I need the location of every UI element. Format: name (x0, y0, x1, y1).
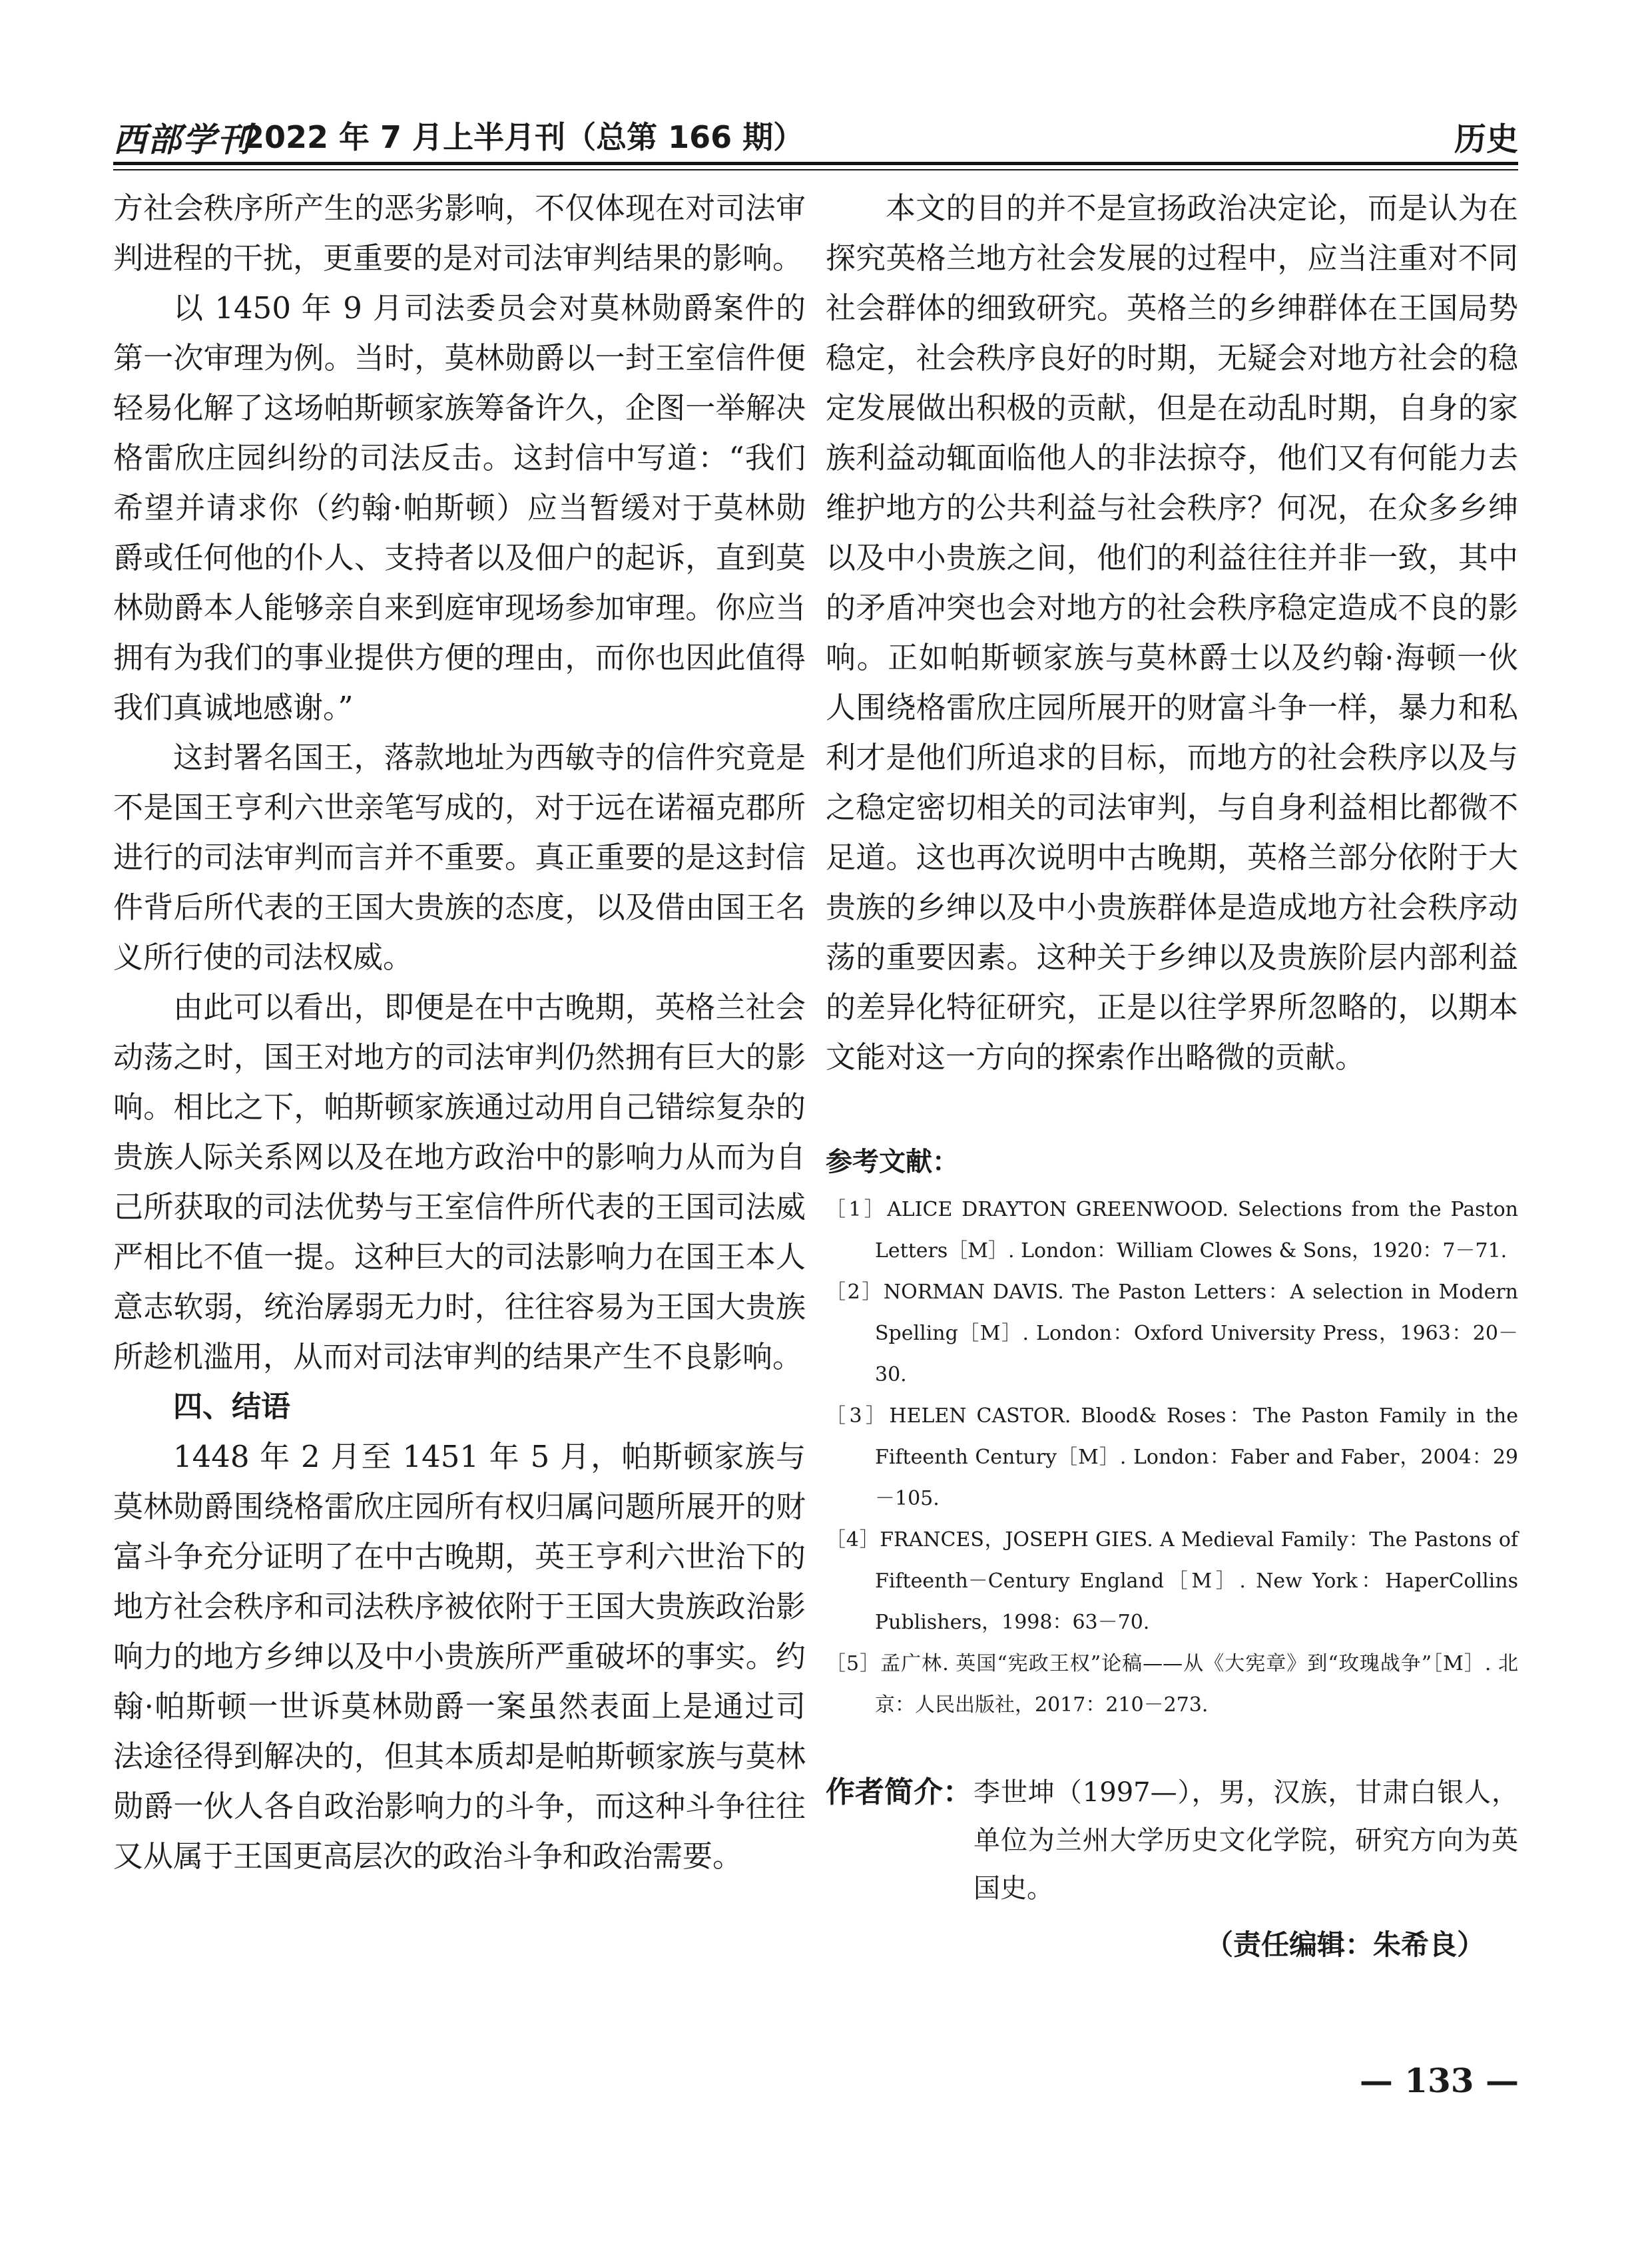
header-rule-thin (113, 169, 1518, 170)
reference-item: ［5］孟广林. 英国“宪政王权”论稿——从《大宪章》到“玫瑰战争”［M］. 北京：人民出版社，2017：210－273. (826, 1652, 1518, 1717)
page-number: — 133 — (1359, 2061, 1519, 2100)
body-paragraph: 本文的目的并不是宣扬政治决定论，而是认为在探究英格兰地方社会发展的过程中，应当注重对不同社会群体的细致研究。英格兰的乡绅群体在王国局势稳定，社会秩序良好的时期，无疑会对地方社会的稳定发展做出积极的贡献，但是在动乱时期，自身的家族利益动辄面临他人的非法掠夺，他们又有何能力去维护地方的公共利益与社会秩序？何况，在众多乡绅以及中小贵族之间，他们的利益往往并非一致，其中的矛盾冲突也会对地方的社会秩序稳定造成不良的影响。正如帕斯顿家族与莫林爵士以及约翰·海顿一伙人围绕格雷欣庄园所展开的财富斗争一样，暴力和私利才是他们所追求的目标，而地方的社会秩序以及与之稳定密切相关的司法审判，与自身利益相比都微不足道。这也再次说明中古晚期，英格兰部分依附于大贵族的乡绅以及中小贵族群体是造成地方社会秩序动荡的重要因素。这种关于乡绅以及贵族阶层内部利益的差异化特征研究，正是以往学界所忽略的，以期本文能对这一方向的探索作出略微的贡献。 (826, 190, 1518, 1075)
body-paragraph: 方社会秩序所产生的恶劣影响，不仅体现在对司法审判进程的干扰，更重要的是对司法审判结果的影响。 (113, 190, 806, 276)
page-header (113, 110, 1518, 160)
right-column (826, 183, 1518, 1963)
body-paragraph: 以 1450 年 9 月司法委员会对莫林勋爵案件的第一次审理为例。当时，莫林勋爵以一封王室信件便轻易化解了这场帕斯顿家族筹备许久，企图一举解决格雷欣庄园纠纷的司法反击。这封信中写道：“我们希望并请求你（约翰·帕斯顿）应当暂缓对于莫林勋爵或任何他的仆人、支持者以及佃户的起诉，直到莫林勋爵本人能够亲自来到庭审现场参加审理。你应当拥有为我们的事业提供方便的理由，而你也因此值得我们真诚地感谢。” (113, 290, 806, 725)
bio-text: 李世坤（1997—），男，汉族，甘肃白银人，单位为兰州大学历史文化学院，研究方向为英国史。 (973, 1777, 1518, 1904)
journal-logo: 西部学刊 (113, 120, 252, 159)
issue-info: 2022 年 7 月上半月刊（总第 166 期） (243, 119, 804, 155)
reference-item: ［3］HELEN CASTOR. Blood& Roses：The Paston Family in the Fifteenth Century［M］. London：Faber and Faber，2004：29－105. (826, 1404, 1518, 1510)
header-rule-thick (113, 162, 1518, 165)
reference-item: ［4］FRANCES，JOSEPH GIES. A Medieval Family：The Pastons of Fifteenth－Century England［M］. New York：HaperCollins Publishers，1998：63－70. (826, 1528, 1518, 1634)
responsible-editor: （责任编辑：朱希良） (1205, 1928, 1485, 1961)
section-heading: 四、结语 (173, 1390, 290, 1424)
conclusion-paragraph: 1448 年 2 月至 1451 年 5 月，帕斯顿家族与莫林勋爵围绕格雷欣庄园所有权归属问题所展开的财富斗争充分证明了在中古晚期，英王亨利六世治下的地方社会秩序和司法秩序被依附于王国大贵族政治影响力的地方乡绅以及中小贵族所严重破坏的事实。约翰·帕斯顿一世诉莫林勋爵一案虽然表面上是通过司法途径得到解决的，但其本质却是帕斯顿家族与莫林勋爵一伙人各自政治影响力的斗争，而这种斗争往往又从属于王国更高层次的政治斗争和政治需要。 (113, 1439, 806, 1874)
body-paragraph: 这封署名国王，落款地址为西敏寺的信件究竟是不是国王亨利六世亲笔写成的，对于远在诺福克郡所进行的司法审判而言并不重要。真正重要的是这封信件背后所代表的王国大贵族的态度，以及借由国王名义所行使的司法权威。 (113, 740, 806, 975)
body-paragraph: 由此可以看出，即便是在中古晚期，英格兰社会动荡之时，国王对地方的司法审判仍然拥有巨大的影响。相比之下，帕斯顿家族通过动用自己错综复杂的贵族人际关系网以及在地方政治中的影响力从而为自己所获取的司法优势与王室信件所代表的王国司法威严相比不值一提。这种巨大的司法影响力在国王本人意志软弱，统治孱弱无力时，往往容易为王国大贵族所趁机滥用，从而对司法审判的结果产生不良影响。 (113, 989, 806, 1374)
bio-label: 作者简介： (826, 1775, 972, 1809)
reference-item: ［1］ALICE DRAYTON GREENWOOD. Selections from the Paston Letters［M］. London：William Clowes & Sons，1920：7－71. (826, 1198, 1518, 1262)
left-column (113, 183, 806, 1881)
references-title: 参考文献： (826, 1147, 959, 1177)
section-label: 历史 (1454, 121, 1518, 158)
reference-item: ［2］NORMAN DAVIS. The Paston Letters：A selection in Modern Spelling［M］. London：Oxford University Press，1963：20－30. (826, 1280, 1518, 1386)
author-bio (826, 1769, 1518, 1912)
